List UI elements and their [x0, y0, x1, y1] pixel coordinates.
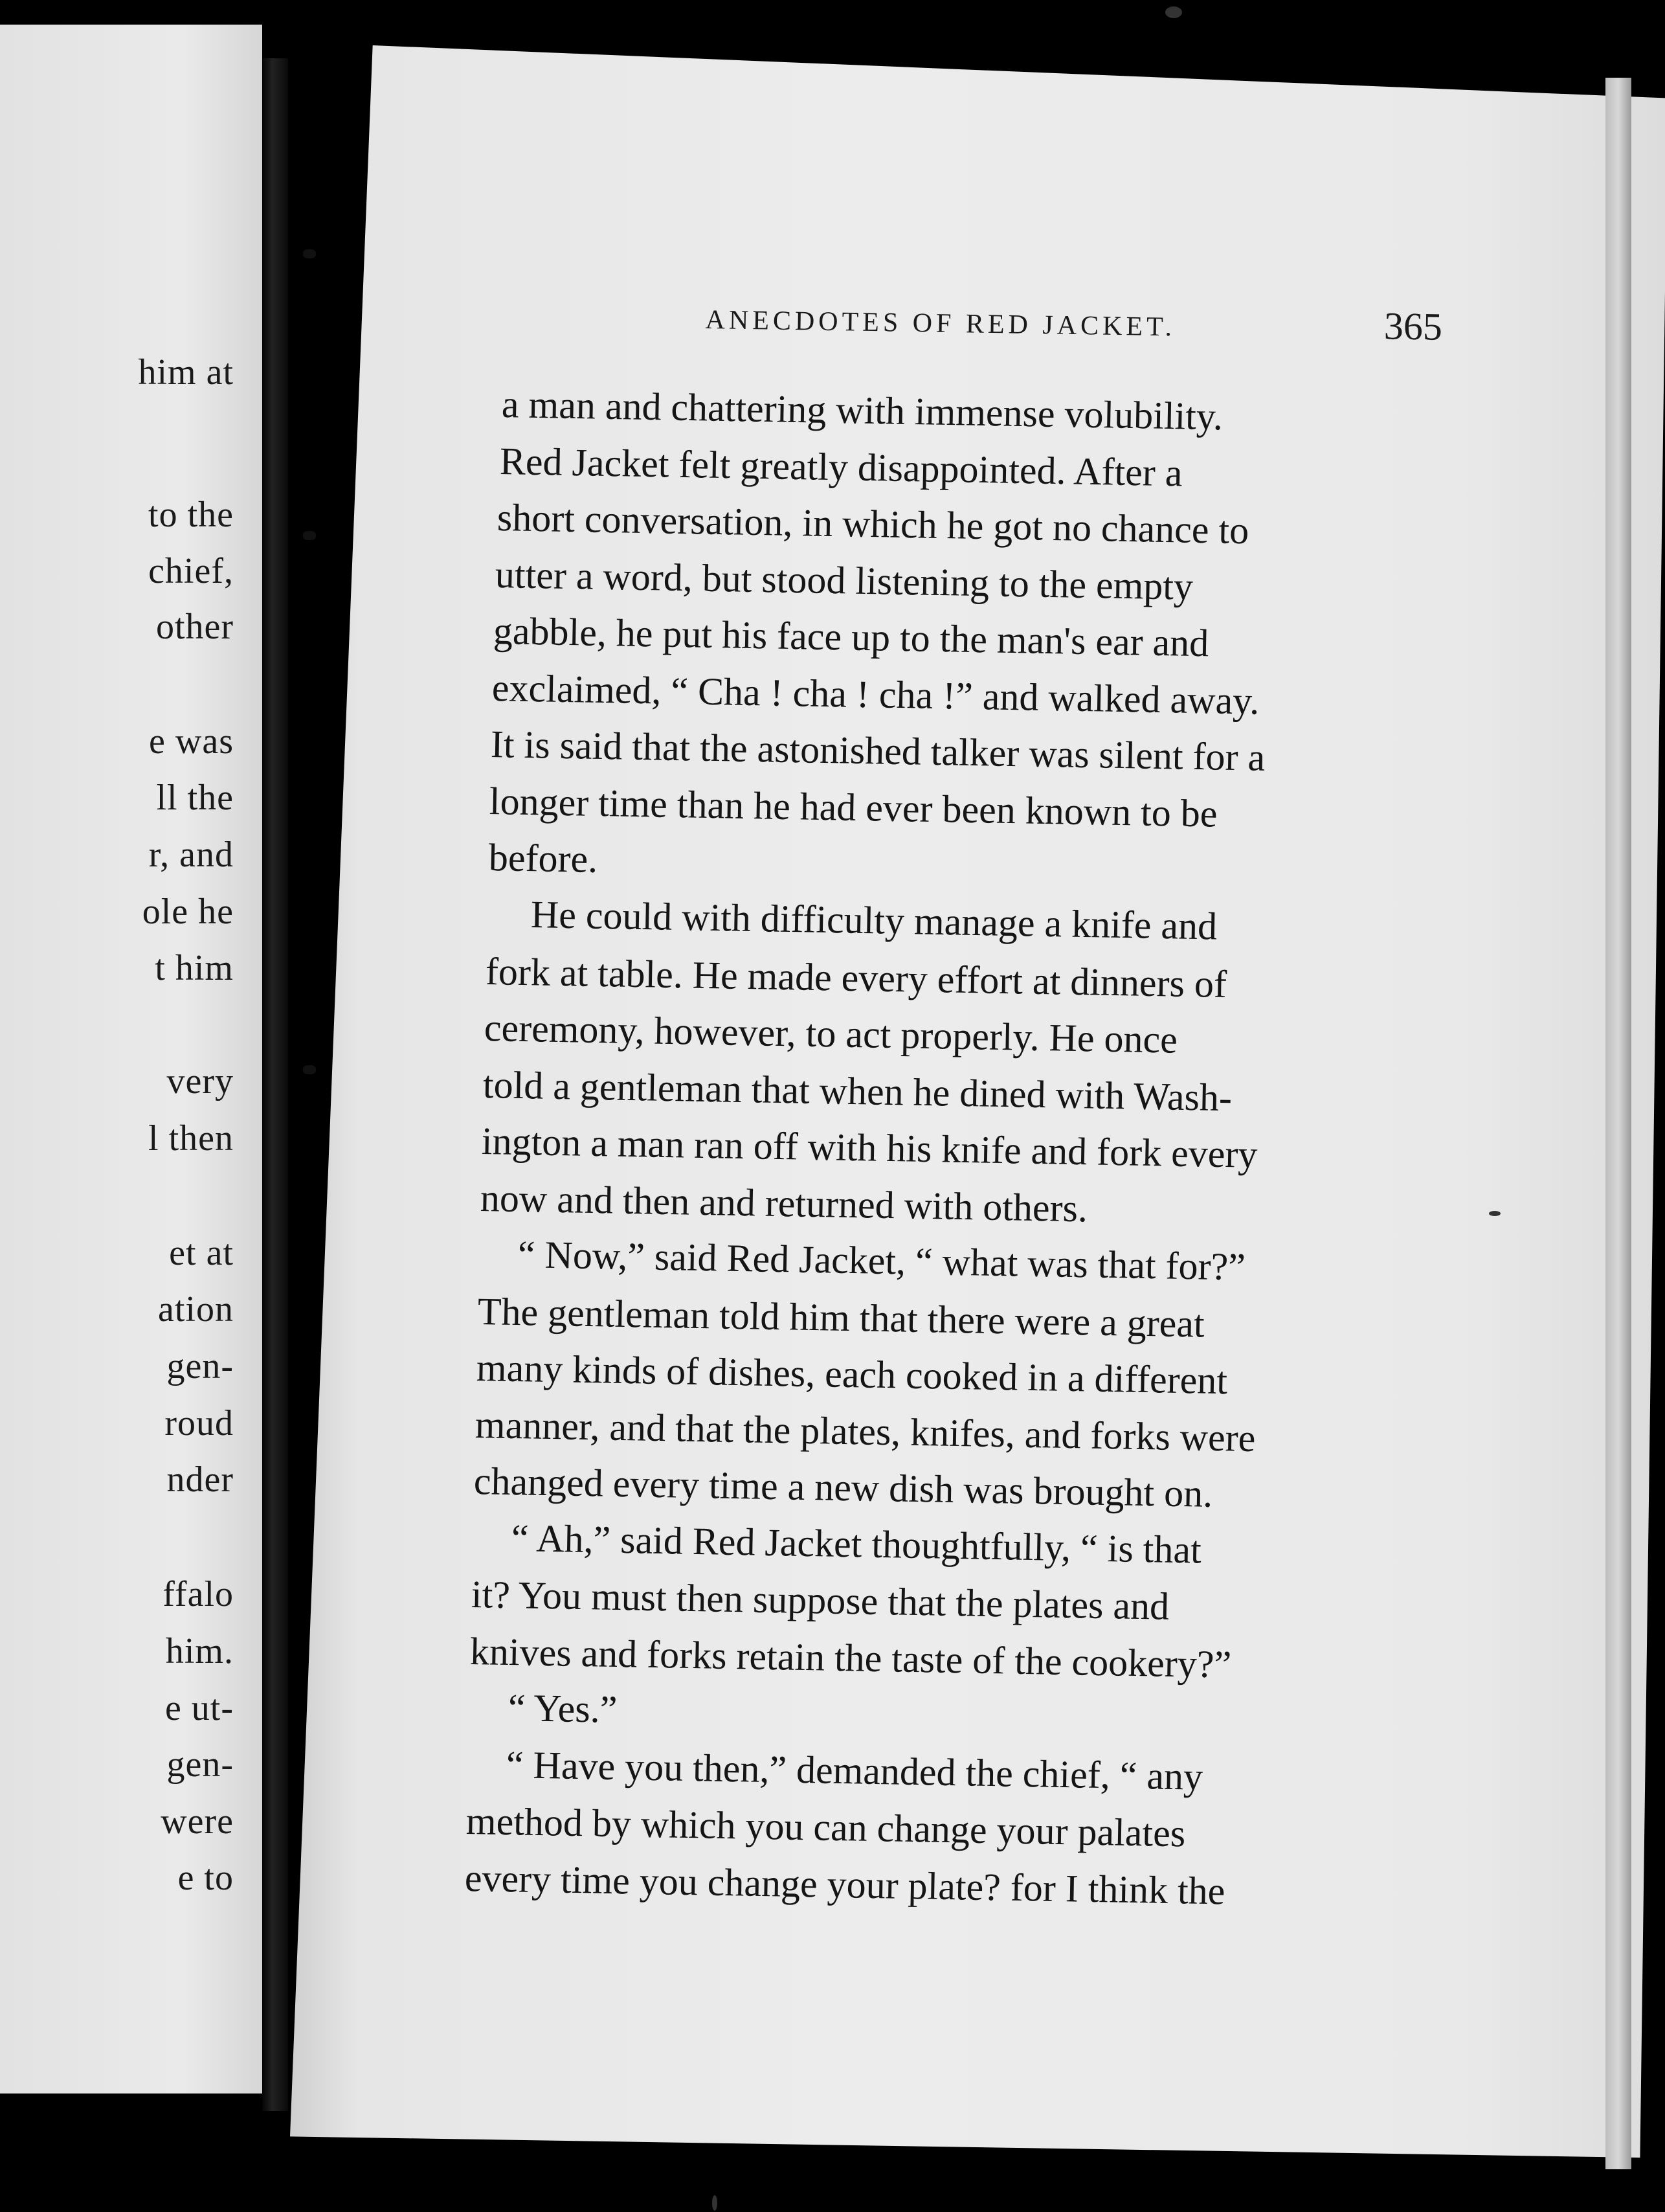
text-line: before. — [488, 836, 598, 881]
scan-speck — [1165, 6, 1182, 18]
gutter-mark — [303, 1065, 316, 1074]
text-line: it? You must then suppose that the plates and — [471, 1573, 1170, 1628]
left-page-line: e ut- — [164, 1688, 234, 1728]
text-line: manner, and that the plates, knifes, and forks were — [475, 1403, 1256, 1460]
scan-speck — [712, 2195, 717, 2211]
text-line: short conversation, in which he got no chance to — [497, 496, 1249, 552]
text-line: longer time than he had ever been known to be — [489, 780, 1218, 835]
left-page-line: e was — [149, 721, 234, 762]
left-page-line: roud — [164, 1403, 234, 1443]
left-page-line: t him — [155, 948, 234, 988]
text-line: exclaimed, “ Cha ! cha ! cha !” and walked away. — [491, 666, 1260, 723]
text-line: “ Have you then,” demanded the chief, “ any — [506, 1743, 1203, 1798]
text-line: many kinds of dishes, each cooked in a different — [476, 1346, 1228, 1403]
text-line: told a gentleman that when he dined with Wash- — [482, 1063, 1233, 1120]
scan-speck — [1489, 1211, 1501, 1216]
left-page-line: gen- — [166, 1744, 234, 1785]
text-line: ington a man ran off with his knife and fork every — [481, 1120, 1258, 1176]
text-line: Red Jacket felt greatly disappointed. After a — [499, 440, 1183, 495]
text-line: ceremony, however, to act properly. He once — [484, 1006, 1178, 1061]
gutter-mark — [303, 531, 316, 540]
left-page-line: him at — [138, 352, 234, 392]
left-page — [0, 25, 262, 2094]
text-line: every time you change your plate? for I think the — [464, 1857, 1225, 1913]
gutter-mark — [303, 249, 316, 258]
text-line: The gentleman told him that there were a great — [477, 1290, 1205, 1346]
running-header: ANECDOTES OF RED JACKET. — [705, 304, 1176, 343]
left-page-line: were — [161, 1801, 234, 1842]
text-line: a man and chattering with immense volubility. — [501, 383, 1224, 438]
left-page-line: ffalo — [162, 1574, 234, 1614]
left-page-line: very — [166, 1061, 234, 1101]
text-line: gabble, he put his face up to the man's ear and — [493, 609, 1209, 665]
left-page-line: l then — [148, 1118, 234, 1158]
text-line: “ Yes.” — [508, 1686, 618, 1731]
text-line: now and then and returned with others. — [480, 1177, 1088, 1230]
left-page-line: e to — [177, 1858, 234, 1898]
left-page-line: nder — [166, 1460, 234, 1500]
text-line: He could with difficulty manage a knife and — [530, 893, 1218, 948]
left-page-line: et at — [169, 1233, 234, 1273]
text-line: “ Ah,” said Red Jacket thoughtfully, “ is that — [511, 1517, 1202, 1572]
left-page-line: ll the — [156, 778, 234, 818]
text-line: It is said that the astonished talker was silent for a — [490, 723, 1266, 779]
left-page-line: him. — [165, 1631, 234, 1671]
left-page-line: gen- — [166, 1346, 234, 1386]
left-page-line: to the — [148, 495, 234, 535]
text-line: method by which you can change your palates — [465, 1800, 1186, 1855]
text-line: knives and forks retain the taste of the cookery?” — [469, 1630, 1232, 1686]
left-page-line: other — [155, 607, 234, 647]
book-gutter — [262, 58, 288, 2111]
text-line: “ Now,” said Red Jacket, “ what was that for?” — [517, 1233, 1246, 1289]
left-page-line: chief, — [148, 551, 234, 591]
text-line: utter a word, but stood listening to the empty — [495, 553, 1194, 608]
left-page-line: r, and — [148, 835, 234, 875]
left-page-line: ole he — [142, 892, 234, 932]
text-line: changed every time a new dish was brought on. — [473, 1460, 1213, 1515]
left-page-line: ation — [158, 1289, 234, 1329]
page-edge — [1605, 78, 1631, 2169]
page-number: 365 — [1383, 304, 1443, 348]
text-line: fork at table. He made every effort at dinners of — [485, 950, 1227, 1006]
